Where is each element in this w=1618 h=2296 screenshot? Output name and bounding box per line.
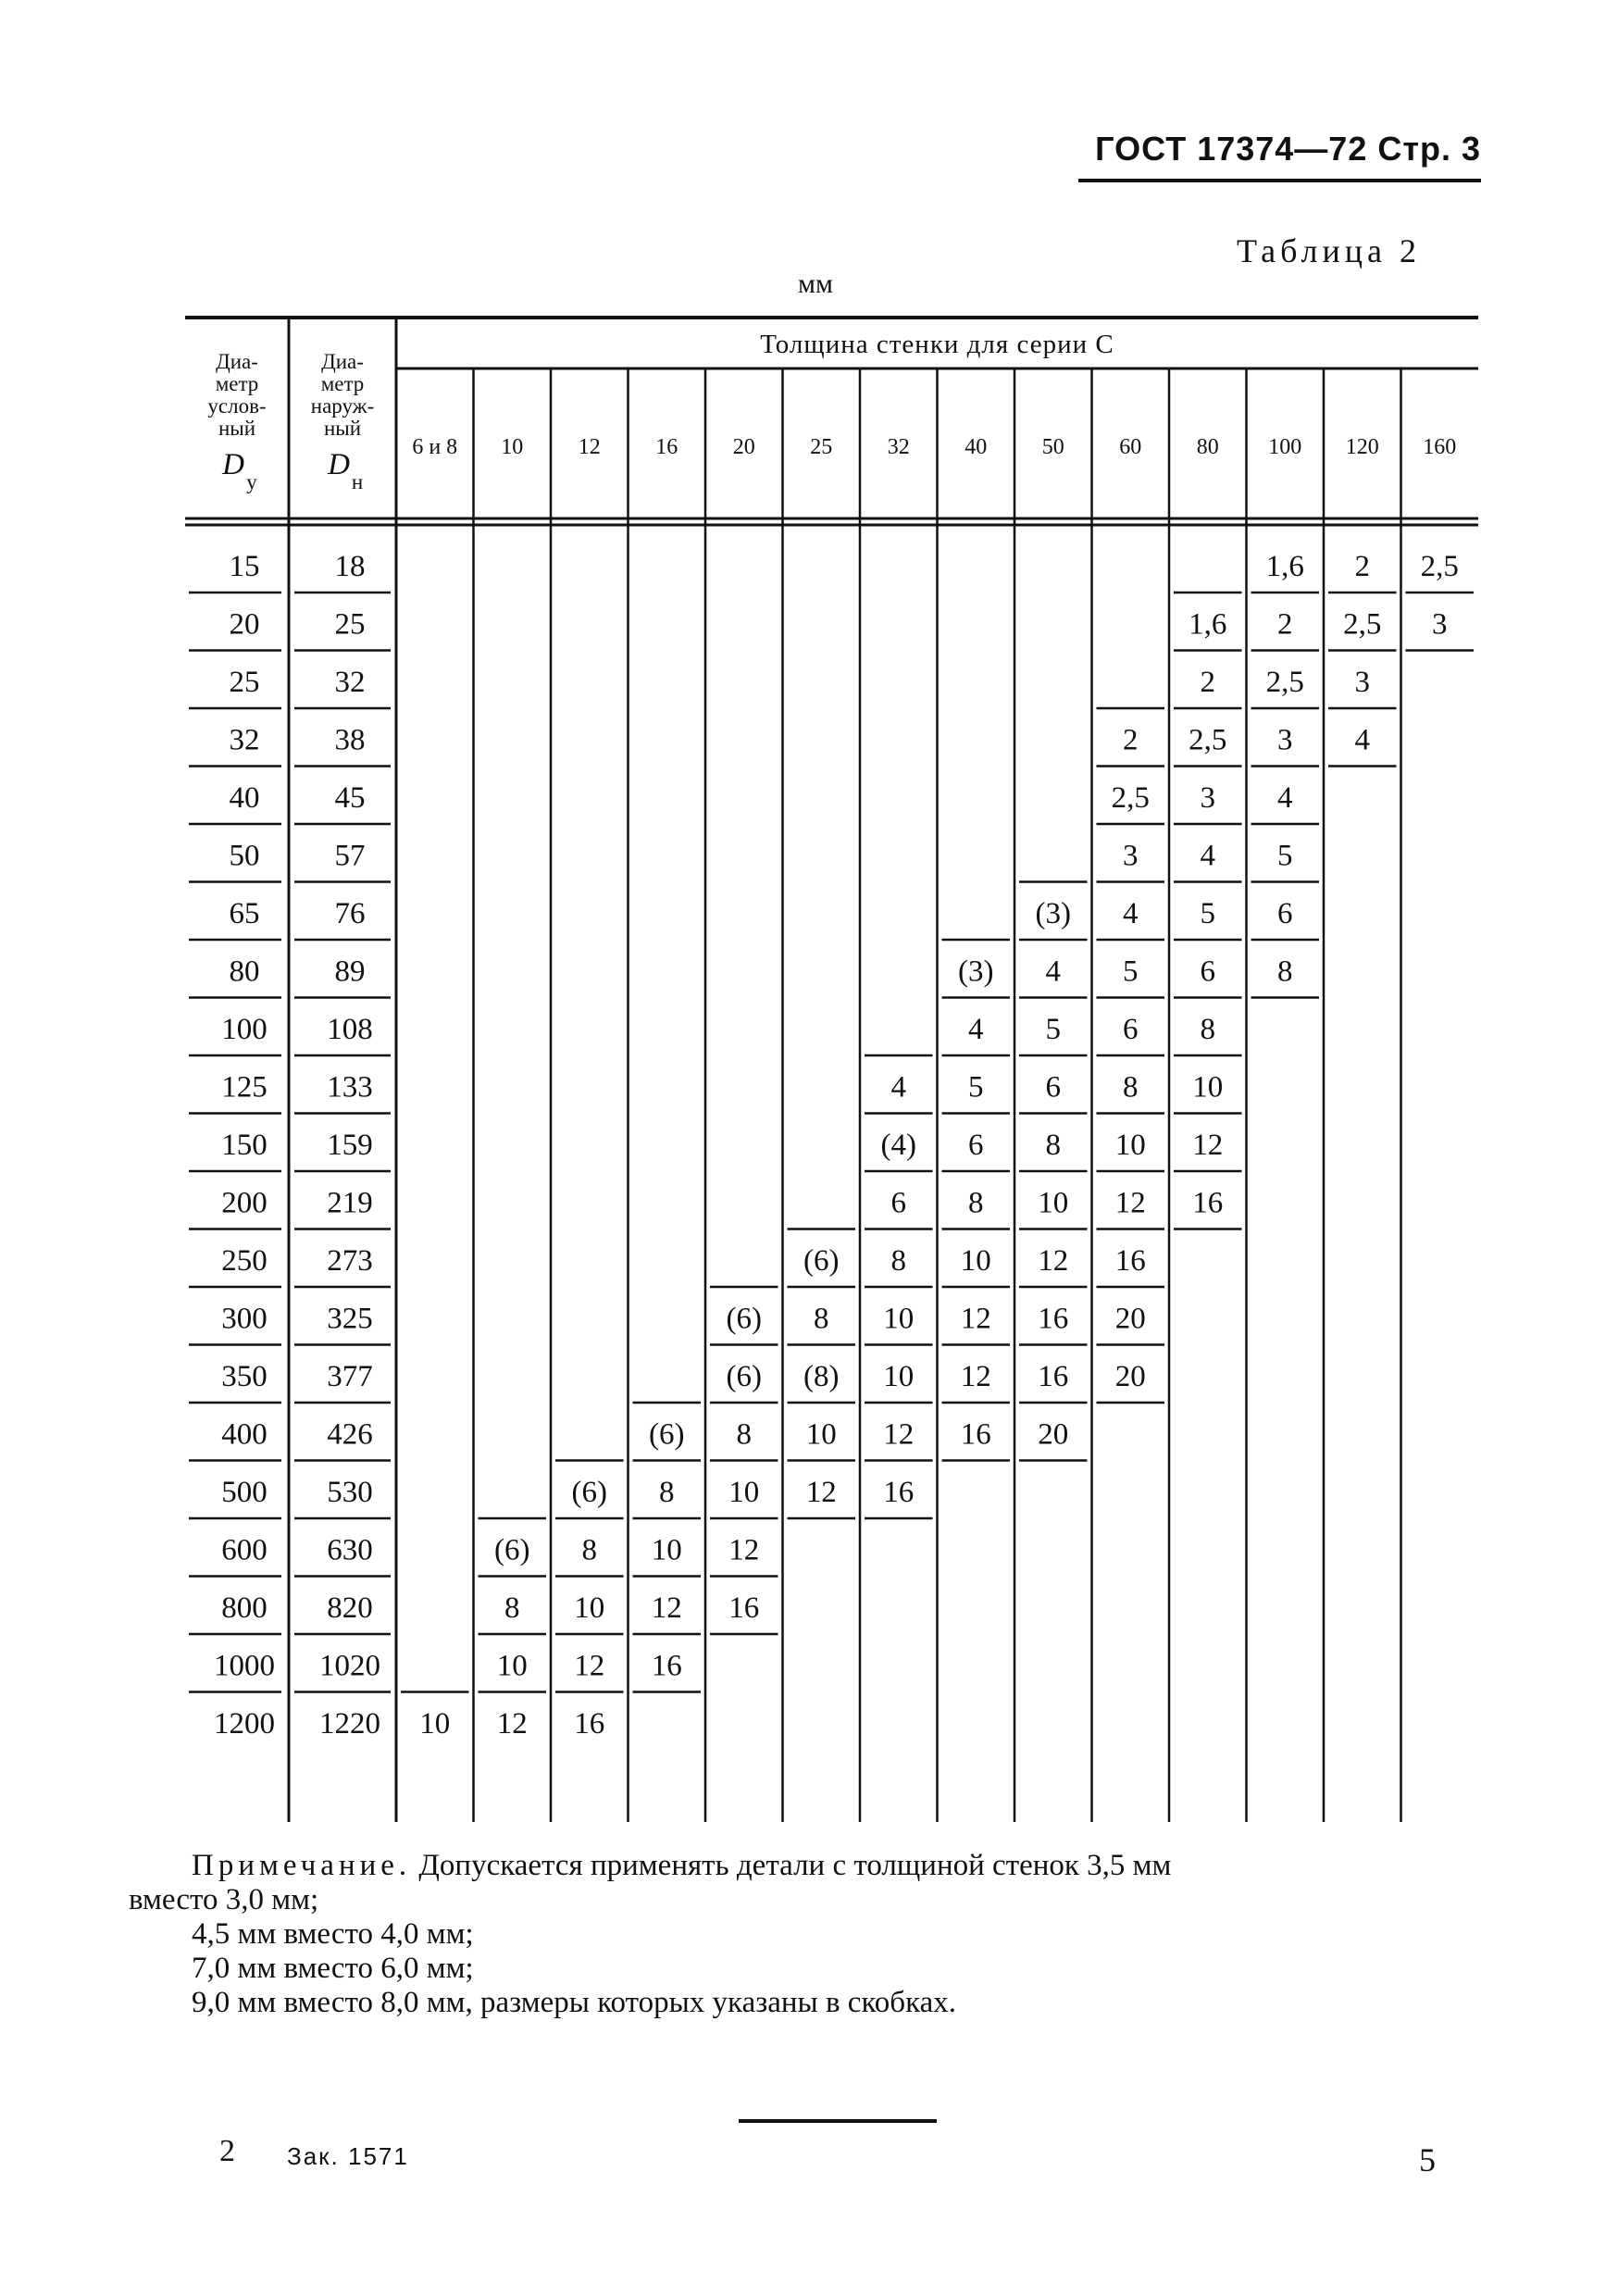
thickness-value: 16 <box>728 1591 760 1625</box>
thickness-value: 1,6 <box>1189 607 1227 642</box>
series-header-3: 12 <box>578 435 601 459</box>
thickness-value: 12 <box>805 1476 837 1509</box>
thickness-value: 10 <box>883 1360 915 1393</box>
col2-header-line: метр <box>320 372 365 395</box>
note-label: Примечание. <box>192 1849 412 1882</box>
series-header-12: 100 <box>1268 435 1302 459</box>
thickness-value: 6 <box>968 1129 984 1162</box>
table-caption: Таблица 2 <box>1237 232 1421 269</box>
dn-value: 159 <box>327 1129 373 1162</box>
col2-header-subscript: н <box>351 470 364 493</box>
thickness-value: 2 <box>1277 607 1293 642</box>
thickness-value: 16 <box>1114 1244 1146 1278</box>
footer-rule <box>739 2119 937 2123</box>
thickness-value: 10 <box>496 1649 528 1683</box>
thickness-value: 10 <box>728 1476 760 1509</box>
dn-value: 32 <box>334 666 366 699</box>
table-note <box>129 1849 1480 2020</box>
dy-value: 200 <box>221 1186 268 1220</box>
thickness-value: 20 <box>1038 1417 1069 1452</box>
thickness-value: 8 <box>814 1302 829 1336</box>
dy-value: 100 <box>221 1013 268 1046</box>
thickness-value: 5 <box>968 1070 984 1104</box>
thickness-value: 1,6 <box>1265 550 1304 583</box>
thickness-value: 10 <box>1192 1070 1224 1104</box>
thickness-value: 12 <box>960 1360 991 1393</box>
thickness-value: 8 <box>968 1186 984 1220</box>
thickness-value: 12 <box>1192 1129 1224 1162</box>
thickness-value: 12 <box>574 1649 605 1683</box>
page-header: ГОСТ 17374—72 Стр. 3 <box>1095 130 1481 168</box>
dn-value: 219 <box>327 1186 373 1220</box>
series-header-2: 10 <box>501 435 524 459</box>
dy-value: 125 <box>221 1070 268 1104</box>
thickness-value: 2 <box>1123 723 1139 757</box>
thickness-value: 8 <box>1123 1070 1139 1104</box>
thickness-value: 16 <box>1038 1302 1069 1336</box>
series-header-4: 16 <box>655 435 678 459</box>
dn-value: 108 <box>327 1013 373 1046</box>
dy-value: 20 <box>229 607 260 642</box>
series-header-9: 50 <box>1041 435 1064 459</box>
series-header-10: 60 <box>1119 435 1142 459</box>
thickness-value: 16 <box>1038 1360 1069 1393</box>
thickness-value: 10 <box>960 1244 991 1278</box>
thickness-value: 20 <box>1114 1302 1146 1336</box>
thickness-value: 2 <box>1354 550 1370 583</box>
thickness-value: 6 <box>1123 1013 1139 1046</box>
col1-header-line: метр <box>215 372 259 395</box>
thickness-value: 8 <box>659 1476 675 1509</box>
thickness-value: 10 <box>805 1417 837 1452</box>
thickness-value: 12 <box>1114 1186 1146 1220</box>
thickness-value: (6) <box>649 1417 685 1452</box>
dy-value: 250 <box>221 1244 268 1278</box>
thickness-value: 10 <box>419 1707 451 1741</box>
series-header-1: 6 и 8 <box>412 435 458 459</box>
col2-header-line: Диа- <box>321 350 364 373</box>
note-line-3: 7,0 мм вместо 6,0 мм; <box>192 1952 474 1985</box>
thickness-value: 3 <box>1200 781 1215 815</box>
dn-value: 25 <box>334 607 366 642</box>
thickness-value: 2,5 <box>1265 666 1304 699</box>
thickness-value: 10 <box>574 1591 605 1625</box>
note-text-1: Допускается применять детали с толщиной стенок 3,5 мм <box>411 1849 1172 1882</box>
thickness-value: 2,5 <box>1343 607 1382 642</box>
col1-header-line: услов- <box>207 394 267 418</box>
thickness-value: 12 <box>651 1591 682 1625</box>
dy-value: 300 <box>221 1302 268 1336</box>
footer-signature-number: 2 <box>219 2134 235 2168</box>
dn-value: 630 <box>327 1533 373 1567</box>
thickness-value: 2,5 <box>1189 723 1227 757</box>
thickness-value: 5 <box>1277 839 1293 873</box>
dy-value: 500 <box>221 1476 268 1509</box>
thickness-value: 6 <box>890 1186 906 1220</box>
dy-value: 15 <box>229 550 260 583</box>
thickness-value: 10 <box>1038 1186 1069 1220</box>
dn-value: 1020 <box>319 1649 380 1683</box>
thickness-value: 5 <box>1123 955 1139 989</box>
col2-header-line: ный <box>323 417 362 440</box>
thickness-value: 5 <box>1045 1013 1061 1046</box>
unit-label: мм <box>798 268 833 299</box>
dn-value: 530 <box>327 1476 373 1509</box>
dy-value: 1200 <box>214 1707 275 1741</box>
col2-header-line: наруж- <box>310 394 375 418</box>
dy-value: 80 <box>229 955 260 989</box>
thickness-value: 6 <box>1277 897 1293 930</box>
thickness-value: 2 <box>1200 666 1215 699</box>
thickness-value: 4 <box>1045 955 1061 989</box>
thickness-value: (4) <box>880 1129 916 1162</box>
dy-value: 50 <box>229 839 260 873</box>
note-line-4: 9,0 мм вместо 8,0 мм, размеры которых указаны в скобках. <box>192 1986 957 2019</box>
dy-value: 150 <box>221 1129 268 1162</box>
thickness-value: 3 <box>1123 839 1139 873</box>
col1-header-subscript: у <box>246 470 257 493</box>
series-header-6: 25 <box>810 435 833 459</box>
thickness-value: 2,5 <box>1111 781 1150 815</box>
dn-value: 57 <box>334 839 366 873</box>
thickness-value: 10 <box>1114 1129 1146 1162</box>
thickness-value: 16 <box>883 1476 915 1509</box>
dy-value: 65 <box>229 897 260 930</box>
thickness-value: 3 <box>1277 723 1293 757</box>
thickness-value: 16 <box>651 1649 682 1683</box>
page-number: 5 <box>1419 2141 1436 2178</box>
series-header-5: 20 <box>732 435 755 459</box>
dn-value: 76 <box>334 897 366 930</box>
thickness-value: 4 <box>1123 897 1139 930</box>
thickness-value: 16 <box>1192 1186 1224 1220</box>
col1-header-line: Диа- <box>216 350 258 373</box>
dn-value: 377 <box>327 1360 373 1393</box>
thickness-value: 12 <box>496 1707 528 1741</box>
dn-value: 89 <box>334 955 366 989</box>
series-header-14: 160 <box>1423 435 1457 459</box>
dy-value: 1000 <box>214 1649 275 1683</box>
dy-value: 40 <box>229 781 260 815</box>
thickness-value: (3) <box>1035 897 1071 930</box>
thickness-value: 4 <box>1200 839 1215 873</box>
thickness-value: (3) <box>958 955 994 989</box>
thickness-value: 8 <box>581 1533 597 1567</box>
thickness-value: (8) <box>803 1360 840 1393</box>
thickness-value: 10 <box>651 1533 682 1567</box>
dn-value: 426 <box>327 1417 373 1452</box>
dn-value: 1220 <box>319 1707 380 1741</box>
series-header-7: 32 <box>887 435 910 459</box>
dn-value: 820 <box>327 1591 373 1625</box>
thickness-value: 8 <box>1200 1013 1215 1046</box>
thickness-value: 3 <box>1432 607 1448 642</box>
dn-value: 45 <box>334 781 366 815</box>
thickness-value: 8 <box>1277 955 1293 989</box>
dn-value: 38 <box>334 723 366 757</box>
thickness-value: 2,5 <box>1420 550 1459 583</box>
thickness-value: 5 <box>1200 897 1215 930</box>
dy-value: 800 <box>221 1591 268 1625</box>
dn-value: 18 <box>334 550 366 583</box>
series-header-13: 120 <box>1345 435 1379 459</box>
dy-value: 350 <box>221 1360 268 1393</box>
dy-value: 600 <box>221 1533 268 1567</box>
series-header-11: 80 <box>1196 435 1219 459</box>
thickness-value: 4 <box>890 1070 906 1104</box>
col2-header-symbol: D <box>328 448 350 481</box>
thickness-value: 12 <box>1038 1244 1069 1278</box>
thickness-value: 10 <box>883 1302 915 1336</box>
thickness-value: 8 <box>890 1244 906 1278</box>
thickness-value: 20 <box>1114 1360 1146 1393</box>
thickness-value: 12 <box>883 1417 915 1452</box>
thickness-value: 8 <box>1045 1129 1061 1162</box>
thickness-value: (6) <box>494 1533 530 1567</box>
thickness-value: 3 <box>1354 666 1370 699</box>
thickness-value: (6) <box>571 1476 607 1509</box>
thickness-value: 12 <box>960 1302 991 1336</box>
thickness-value: 6 <box>1200 955 1215 989</box>
col1-header-line: ный <box>218 417 256 440</box>
thickness-value: 8 <box>736 1417 752 1452</box>
thickness-value: (6) <box>803 1244 840 1278</box>
series-header-8: 40 <box>965 435 988 459</box>
dy-value: 400 <box>221 1417 268 1452</box>
note-line-2: 4,5 мм вместо 4,0 мм; <box>192 1917 474 1951</box>
thickness-value: 8 <box>504 1591 520 1625</box>
footer-order-number: Зак. 1571 <box>287 2142 409 2170</box>
note-text-2: вместо 3,0 мм; <box>129 1883 319 1916</box>
thickness-value: 16 <box>960 1417 991 1452</box>
thickness-value: (6) <box>726 1360 762 1393</box>
thickness-value: 6 <box>1045 1070 1061 1104</box>
thickness-value: 4 <box>1354 723 1370 757</box>
dn-value: 325 <box>327 1302 373 1336</box>
dy-value: 25 <box>229 666 260 699</box>
thickness-value: (6) <box>726 1302 762 1336</box>
thickness-value: 16 <box>574 1707 605 1741</box>
thickness-value: 12 <box>728 1533 760 1567</box>
thickness-value: 4 <box>968 1013 984 1046</box>
dn-value: 273 <box>327 1244 373 1278</box>
thickness-value: 4 <box>1277 781 1293 815</box>
col1-header-symbol: D <box>222 448 244 481</box>
dy-value: 32 <box>229 723 260 757</box>
group-header-title: Толщина стенки для серии С <box>760 330 1114 359</box>
dn-value: 133 <box>327 1070 373 1104</box>
